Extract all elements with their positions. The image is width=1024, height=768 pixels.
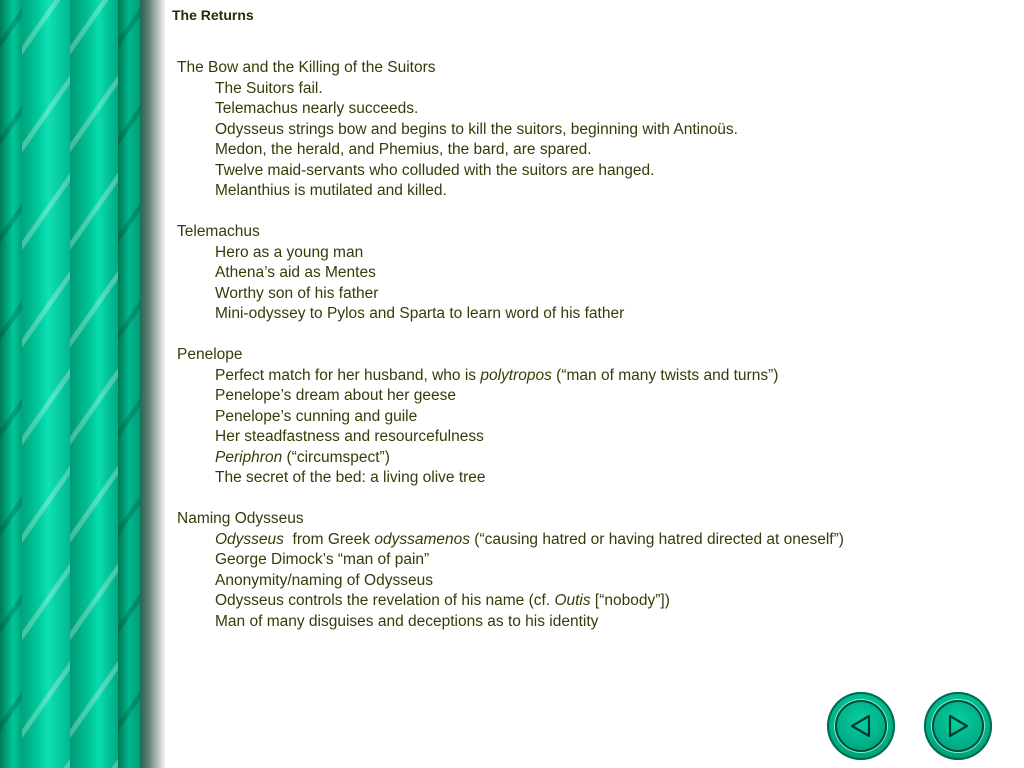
- bullet-item: Mini-odyssey to Pylos and Sparta to learn word of his father: [215, 305, 625, 322]
- previous-slide-icon: [849, 714, 873, 738]
- sidebar-stripe: [118, 0, 140, 768]
- slide-title: The Returns: [172, 7, 254, 23]
- bullet-item: Athena’s aid as Mentes: [215, 264, 376, 281]
- bullet-item: Penelope’s dream about her geese: [215, 387, 456, 404]
- bullet-item: Anonymity/naming of Odysseus: [215, 571, 433, 589]
- text-run: Perfect match for her husband, who is: [215, 366, 481, 384]
- bullet-item: Worthy son of his father: [215, 284, 379, 302]
- decorative-sidebar: [0, 0, 165, 768]
- bullet-item: The secret of the bed: a living olive tree: [215, 469, 486, 486]
- text-run: [“nobody”]): [590, 592, 670, 609]
- bullet-item: Melanthius is mutilated and killed.: [215, 182, 447, 199]
- bullet-item: Her steadfastness and resourcefulness: [215, 428, 484, 445]
- bullet-item: [215, 530, 1007, 551]
- sidebar-stripe: [70, 0, 118, 768]
- italic-term: odyssamenos: [374, 530, 470, 548]
- bullet-item: Penelope’s cunning and guile: [215, 407, 418, 425]
- sidebar-stripe: [0, 0, 22, 768]
- section-heading: Naming Odysseus: [177, 510, 304, 527]
- section-heading: Penelope: [177, 346, 243, 363]
- sidebar-stripe: [22, 0, 70, 768]
- bullet-item: [215, 591, 1007, 612]
- bullet-item: [215, 448, 1007, 469]
- italic-term: Outis: [554, 592, 591, 609]
- italic-term: polytropos: [480, 366, 552, 384]
- italic-term: Periphron: [215, 448, 283, 466]
- bullet-item: Man of many disguises and deceptions as to his identity: [215, 612, 599, 630]
- section-heading: The Bow and the Killing of the Suitors: [177, 59, 436, 76]
- text-run: Odysseus controls the revelation of his name (cf.: [215, 592, 555, 609]
- text-run: (“man of many twists and turns”): [551, 366, 779, 384]
- bullet-item: Twelve maid-servants who colluded with the suitors are hanged.: [215, 161, 655, 179]
- text-run: (“circumspect”): [282, 448, 390, 466]
- italic-term: Odysseus: [215, 530, 284, 548]
- outline-section: [177, 345, 1007, 489]
- bullet-item: Odysseus strings bow and begins to kill the suitors, beginning with Antinoüs.: [215, 120, 738, 138]
- outline-section: [177, 222, 1007, 325]
- bullet-item: George Dimock’s “man of pain”: [215, 551, 430, 568]
- next-slide-icon: [946, 714, 970, 738]
- slide-content: [177, 58, 1007, 653]
- next-slide-button[interactable]: [924, 692, 992, 760]
- bullet-item: The Suitors fail.: [215, 79, 323, 97]
- bullet-item: Medon, the herald, and Phemius, the bard, are spared.: [215, 141, 592, 158]
- bullet-item: Telemachus nearly succeeds.: [215, 100, 419, 117]
- bullet-item: Hero as a young man: [215, 243, 364, 261]
- text-run: (“causing hatred or having hatred directed at oneself”): [470, 530, 844, 548]
- outline-section: [177, 58, 1007, 202]
- previous-slide-button[interactable]: [827, 692, 895, 760]
- section-heading: Telemachus: [177, 223, 260, 240]
- outline-section: [177, 509, 1007, 632]
- sidebar-shadow: [140, 0, 165, 768]
- bullet-item: [215, 366, 1007, 387]
- text-run: from Greek: [283, 530, 375, 548]
